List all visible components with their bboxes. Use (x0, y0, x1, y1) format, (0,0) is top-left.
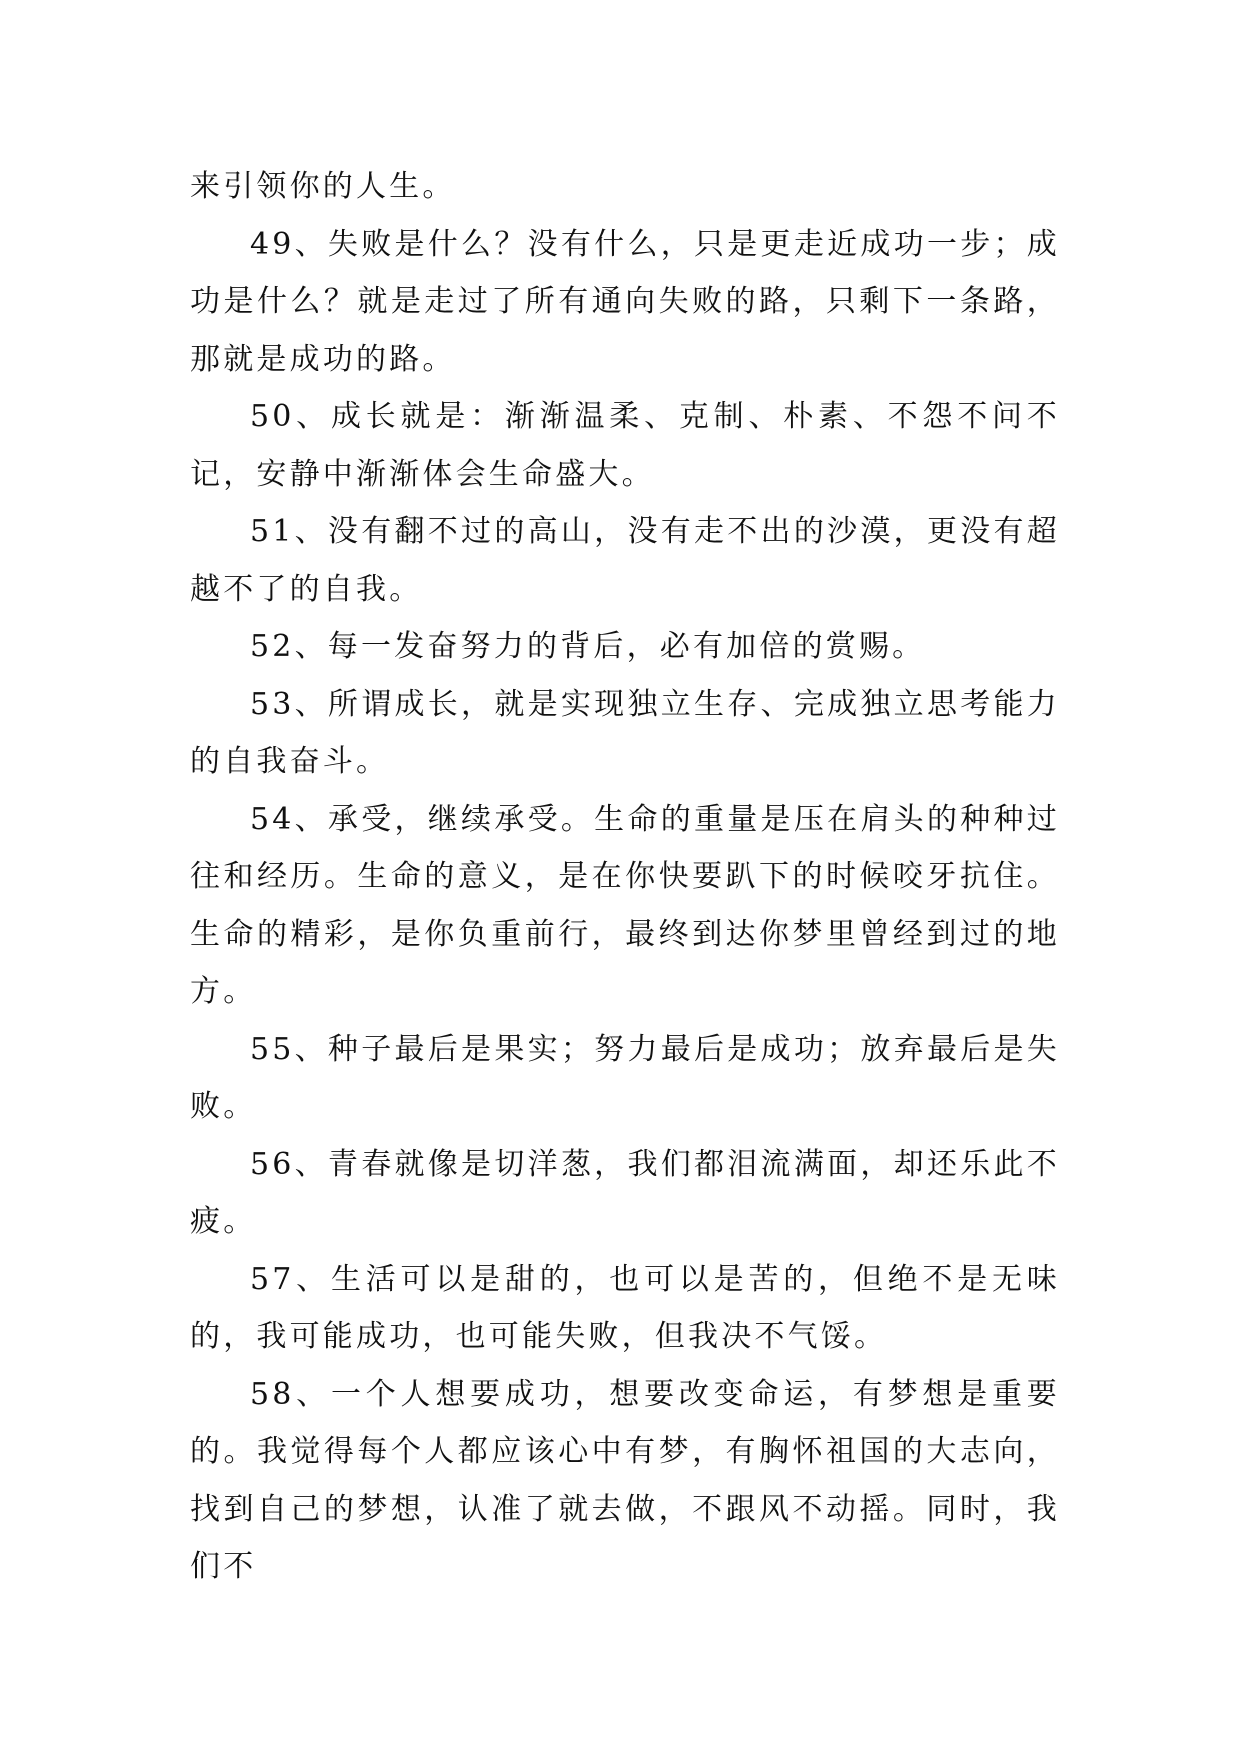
paragraph-52: 52、每一发奋努力的背后，必有加倍的赏赐。 (250, 629, 926, 664)
paragraph-53: 53、所谓成长，就是实现独立生存、完成独立思考能力的自我奋斗。 (190, 686, 1060, 779)
paragraph-continuation: 来引领你的人生。 (190, 169, 456, 204)
paragraph-49: 49、失败是什么？没有什么，只是更走近成功一步；成功是什么？就是走过了所有通向失败的路，只剩下一条路，那就是成功的路。 (190, 226, 1060, 377)
paragraph-54: 54、承受，继续承受。生命的重量是压在肩头的种种过往和经历。生命的意义，是在你快要趴下的时候咬牙抗住。生命的精彩，是你负重前行，最终到达你梦里曾经到过的地方。 (190, 801, 1060, 1009)
paragraph-50: 50、成长就是：渐渐温柔、克制、朴素、不怨不问不记，安静中渐渐体会生命盛大。 (190, 399, 1060, 492)
paragraph-56: 56、青春就像是切洋葱，我们都泪流满面，却还乐此不疲。 (190, 1146, 1060, 1239)
paragraph-58: 58、一个人想要成功，想要改变命运，有梦想是重要的。我觉得每个人都应该心中有梦，有胸怀祖国的大志向，找到自己的梦想，认准了就去做，不跟风不动摇。同时，我们不 (190, 1376, 1060, 1584)
document-body (190, 158, 1060, 1596)
paragraph-51: 51、没有翻不过的高山，没有走不出的沙漠，更没有超越不了的自我。 (190, 514, 1060, 607)
paragraph-55: 55、种子最后是果实；努力最后是成功；放弃最后是失败。 (190, 1031, 1060, 1124)
paragraph-57: 57、生活可以是甜的，也可以是苦的，但绝不是无味的，我可能成功，也可能失败，但我决不气馁。 (190, 1261, 1060, 1354)
